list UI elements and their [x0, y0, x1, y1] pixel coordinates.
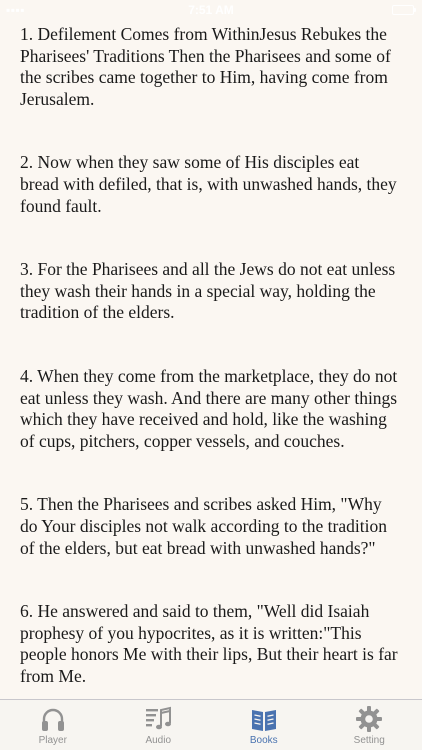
verse-6: 6. He answered and said to them, "Well did Isaiah prophesy of you hypocrites, as it is written:"This people honors Me with their lips, But their heart is far from Me. — [20, 601, 398, 686]
tab-setting[interactable] — [317, 700, 422, 750]
verse-4: 4. When they come from the marketplace, they do not eat unless they wash. And there are many other things which they have received and hold, like the washing of cups, pitchers, copper vessels, and couches. — [20, 365, 398, 451]
headphones-icon — [38, 704, 68, 734]
verse-2: 2. Now when they saw some of His disciples eat bread with defiled, that is, with unwashed hands, they found fault. — [20, 152, 397, 216]
battery-icon — [392, 5, 414, 15]
status-time: 7:51 AM — [188, 3, 234, 17]
tab-bar — [0, 699, 422, 750]
tab-books[interactable] — [211, 700, 317, 750]
book-icon — [249, 704, 279, 734]
music-notes-icon — [143, 704, 173, 734]
status-bar — [0, 0, 422, 20]
tab-books-label: Books — [249, 735, 278, 746]
tab-player[interactable] — [0, 700, 106, 750]
verse-5: 5. Then the Pharisees and scribes asked Him, "Why do Your disciples not walk according to the tradition of the elders, but eat bread with unwashed hands?" — [20, 494, 387, 558]
tab-player-label: Player — [38, 735, 67, 746]
verse-1: 1. Defilement Comes from WithinJesus Rebukes the Pharisees' Traditions Then the Pharisees and some of the scribes came together to Him, having come from Jerusalem. — [20, 24, 391, 109]
tab-audio[interactable] — [106, 700, 212, 750]
gear-icon — [354, 704, 384, 734]
verse-3: 3. For the Pharisees and all the Jews do not eat unless they wash their hands in a special way, holding the tradition of the elders. — [20, 259, 396, 323]
tab-audio-label: Audio — [145, 735, 172, 746]
tab-setting-label: Setting — [353, 735, 385, 746]
signal-strength: ▪▪▪▪ — [6, 3, 26, 17]
